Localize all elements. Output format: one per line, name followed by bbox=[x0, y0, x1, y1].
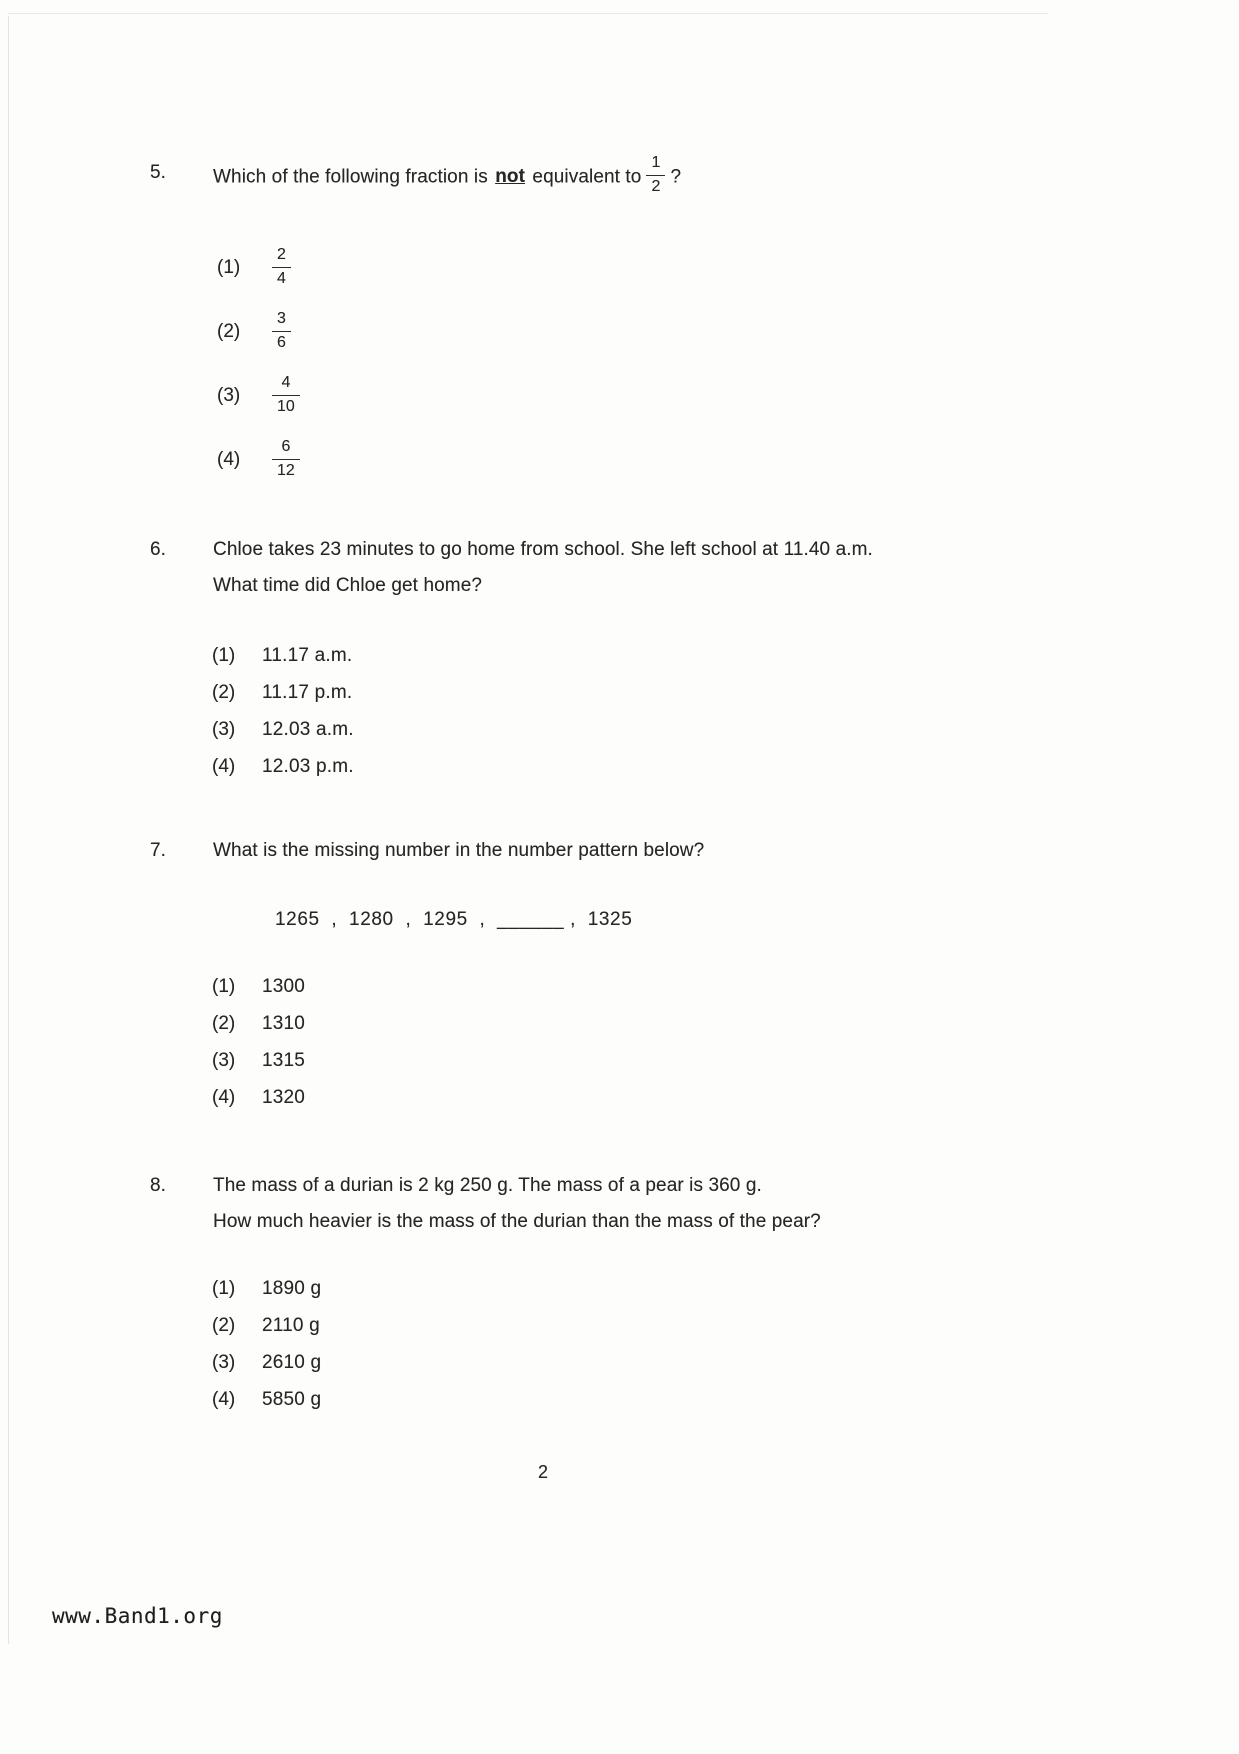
option-value: 1315 bbox=[262, 1050, 306, 1071]
question-text bbox=[213, 155, 681, 200]
option-label: (3) bbox=[212, 1352, 236, 1373]
option-label: (1) bbox=[212, 645, 236, 666]
question-7 bbox=[150, 833, 704, 1116]
question-text-emphasis: not bbox=[495, 166, 526, 188]
option-value: 11.17 a.m. bbox=[262, 645, 353, 666]
answer-option bbox=[217, 364, 681, 428]
fraction bbox=[646, 153, 665, 198]
question-text-line: What is the missing number in the number pattern below? bbox=[213, 840, 705, 861]
answer-option bbox=[212, 968, 704, 1005]
fraction-numerator: 4 bbox=[272, 373, 300, 396]
option-value: 1300 bbox=[262, 976, 306, 997]
answer-option bbox=[212, 1270, 821, 1307]
answer-option bbox=[212, 1344, 821, 1381]
question-6-heading bbox=[150, 532, 873, 604]
option-label: (4) bbox=[212, 756, 236, 777]
option-label: (2) bbox=[212, 1013, 236, 1034]
answer-option bbox=[212, 674, 873, 711]
answer-option bbox=[212, 1005, 704, 1042]
question-number: 8. bbox=[150, 1175, 166, 1196]
option-label: (1) bbox=[212, 976, 236, 997]
option-value: 12.03 p.m. bbox=[262, 756, 354, 777]
option-value: 12.03 a.m. bbox=[262, 719, 354, 740]
question-6-options bbox=[212, 637, 873, 785]
fraction-numerator: 6 bbox=[272, 437, 300, 460]
fraction-numerator: 3 bbox=[272, 309, 291, 332]
question-text-line: What time did Chloe get home? bbox=[213, 575, 483, 596]
question-5 bbox=[150, 155, 681, 492]
option-value: 2610 g bbox=[262, 1352, 322, 1373]
question-text-segment: Which of the following fraction is bbox=[213, 166, 494, 188]
question-text bbox=[213, 833, 704, 869]
fraction bbox=[272, 245, 291, 290]
answer-option bbox=[217, 236, 681, 300]
question-8-heading bbox=[150, 1168, 821, 1240]
number-pattern: 1265 , 1280 , 1295 , ______ , 1325 bbox=[275, 909, 633, 930]
fraction bbox=[272, 373, 300, 418]
fraction-numerator: 1 bbox=[646, 153, 665, 176]
option-label: (3) bbox=[212, 1050, 236, 1071]
option-value: 1310 bbox=[262, 1013, 306, 1034]
option-value: 5850 g bbox=[262, 1389, 322, 1410]
fraction-denominator: 6 bbox=[277, 334, 286, 352]
answer-option bbox=[212, 1307, 821, 1344]
fraction-numerator: 2 bbox=[272, 245, 291, 268]
option-value: 2110 g bbox=[262, 1315, 320, 1336]
option-value: 1320 bbox=[262, 1087, 306, 1108]
footer-watermark: www.Band1.org bbox=[52, 1604, 223, 1628]
question-8 bbox=[150, 1168, 821, 1418]
question-6 bbox=[150, 532, 873, 785]
question-8-options bbox=[212, 1270, 821, 1418]
fraction-denominator: 2 bbox=[651, 177, 661, 195]
answer-option bbox=[212, 1042, 704, 1079]
answer-option bbox=[212, 1381, 821, 1418]
scan-edge-left bbox=[8, 16, 9, 1644]
question-text-segment: equivalent to bbox=[527, 166, 642, 188]
fraction-denominator: 10 bbox=[277, 398, 295, 416]
option-label: (3) bbox=[217, 384, 241, 406]
fraction-denominator: 4 bbox=[277, 270, 286, 288]
question-text-line: How much heavier is the mass of the durian than the mass of the pear? bbox=[213, 1211, 821, 1232]
question-7-heading bbox=[150, 833, 704, 869]
page-number: 2 bbox=[537, 1462, 548, 1482]
answer-option bbox=[217, 300, 681, 364]
question-number: 7. bbox=[150, 840, 166, 861]
option-label: (1) bbox=[217, 256, 241, 278]
answer-option bbox=[212, 1079, 704, 1116]
question-5-heading bbox=[150, 155, 681, 200]
option-label: (1) bbox=[212, 1278, 236, 1299]
question-7-options bbox=[212, 968, 704, 1116]
scan-edge-top bbox=[8, 13, 1048, 14]
question-number: 6. bbox=[150, 539, 166, 560]
question-text-line: The mass of a durian is 2 kg 250 g. The mass of a pear is 360 g. bbox=[213, 1175, 762, 1196]
option-value: 11.17 p.m. bbox=[262, 682, 353, 703]
answer-option bbox=[212, 711, 873, 748]
answer-option bbox=[212, 637, 873, 674]
option-label: (4) bbox=[212, 1087, 236, 1108]
answer-option bbox=[212, 748, 873, 785]
fraction bbox=[272, 309, 291, 354]
question-number: 5. bbox=[150, 162, 166, 183]
fraction bbox=[272, 437, 300, 482]
question-5-options bbox=[217, 236, 681, 492]
option-label: (2) bbox=[212, 682, 236, 703]
option-label: (2) bbox=[212, 1315, 236, 1336]
option-value: 1890 g bbox=[262, 1278, 322, 1299]
option-label: (4) bbox=[212, 1389, 236, 1410]
question-text-line: Chloe takes 23 minutes to go home from school. She left school at 11.40 a.m. bbox=[213, 539, 873, 560]
question-text-segment: ? bbox=[670, 166, 682, 188]
question-text bbox=[213, 1168, 821, 1240]
option-label: (4) bbox=[217, 448, 241, 470]
answer-option bbox=[217, 428, 681, 492]
question-text bbox=[213, 532, 873, 604]
option-label: (3) bbox=[212, 719, 236, 740]
fraction-denominator: 12 bbox=[277, 462, 295, 480]
option-label: (2) bbox=[217, 320, 241, 342]
